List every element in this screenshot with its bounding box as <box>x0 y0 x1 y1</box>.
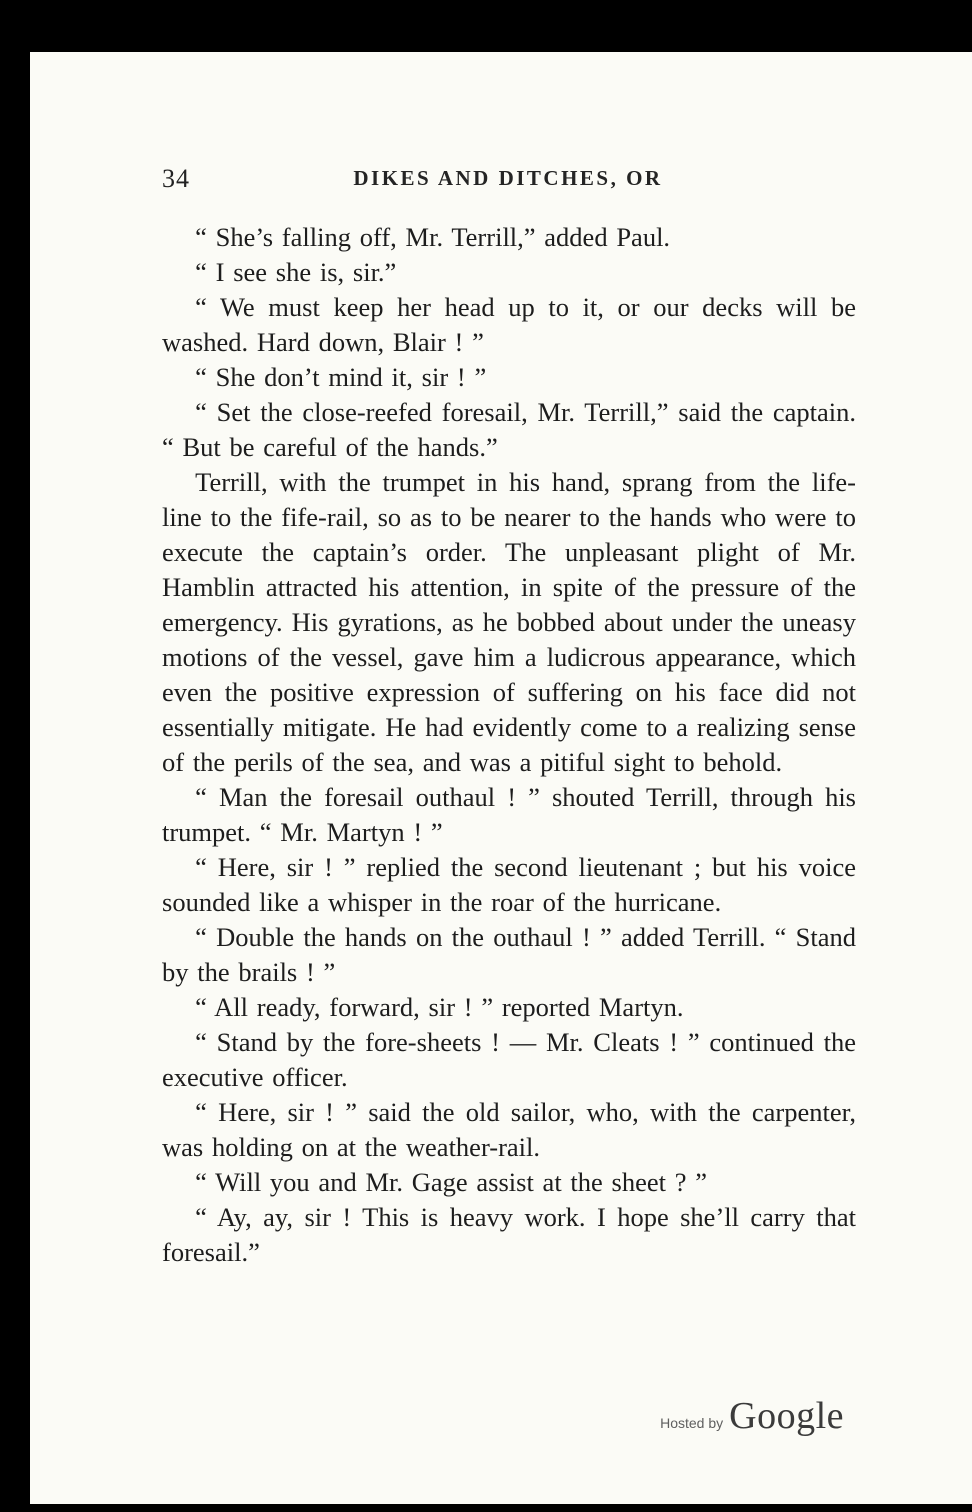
paragraph: “ Stand by the fore-sheets ! — Mr. Cleats ! ” continued the executive officer. <box>162 1027 856 1092</box>
paragraph: “ She don’t mind it, sir ! ” <box>195 362 487 392</box>
hosted-by-label: Hosted by <box>660 1415 724 1431</box>
page-number: 34 <box>162 164 190 193</box>
hosted-by-google <box>660 1394 844 1438</box>
paragraph: “ She’s falling off, Mr. Terrill,” added Paul. <box>195 222 671 252</box>
paragraph: Terrill, with the trumpet in his hand, sprang from the life-line to the fife-rail, so as to be nearer to the hands who were to execute the captain’s order. The unpleasant plight of Mr. Hamblin attracted his attention, in spite of the pressure of the emergency. His gyrations, as he bobbed about under the uneasy motions of the vessel, gave him a ludicrous appearance, which even the positive expression of suffering on his face did not essentially mitigate. He had evidently come to a realizing sense of the perils of the sea, and was a pitiful sight to behold. <box>162 467 856 777</box>
paragraph: “ Set the close-reefed foresail, Mr. Terrill,” said the captain. “ But be careful of the hands.” <box>162 397 856 462</box>
paragraph: “ All ready, forward, sir ! ” reported Martyn. <box>195 992 684 1022</box>
body-text <box>162 220 856 1270</box>
paragraph: “ Here, sir ! ” said the old sailor, who, with the carpenter, was holding on at the weather-rail. <box>162 1097 856 1162</box>
paragraph: “ Double the hands on the outhaul ! ” added Terrill. “ Stand by the brails ! ” <box>162 922 856 987</box>
paragraph: “ We must keep her head up to it, or our decks will be washed. Hard down, Blair ! ” <box>162 292 856 357</box>
paragraph: “ I see she is, sir.” <box>195 257 397 287</box>
paragraph: “ Ay, ay, sir ! This is heavy work. I hope she’ll carry that foresail.” <box>162 1202 856 1267</box>
paragraph: “ Here, sir ! ” replied the second lieutenant ; but his voice sounded like a whisper in the roar of the hurricane. <box>162 852 856 917</box>
page-header <box>162 162 854 198</box>
google-logo: Google <box>729 1395 844 1437</box>
page-footer <box>30 1384 972 1444</box>
paragraph: “ Will you and Mr. Gage assist at the sheet ? ” <box>195 1167 708 1197</box>
paragraph: “ Man the foresail outhaul ! ” shouted Terrill, through his trumpet. “ Mr. Martyn ! ” <box>162 782 856 847</box>
book-page <box>30 52 972 1504</box>
running-header: DIKES AND DITCHES, OR <box>353 166 663 190</box>
